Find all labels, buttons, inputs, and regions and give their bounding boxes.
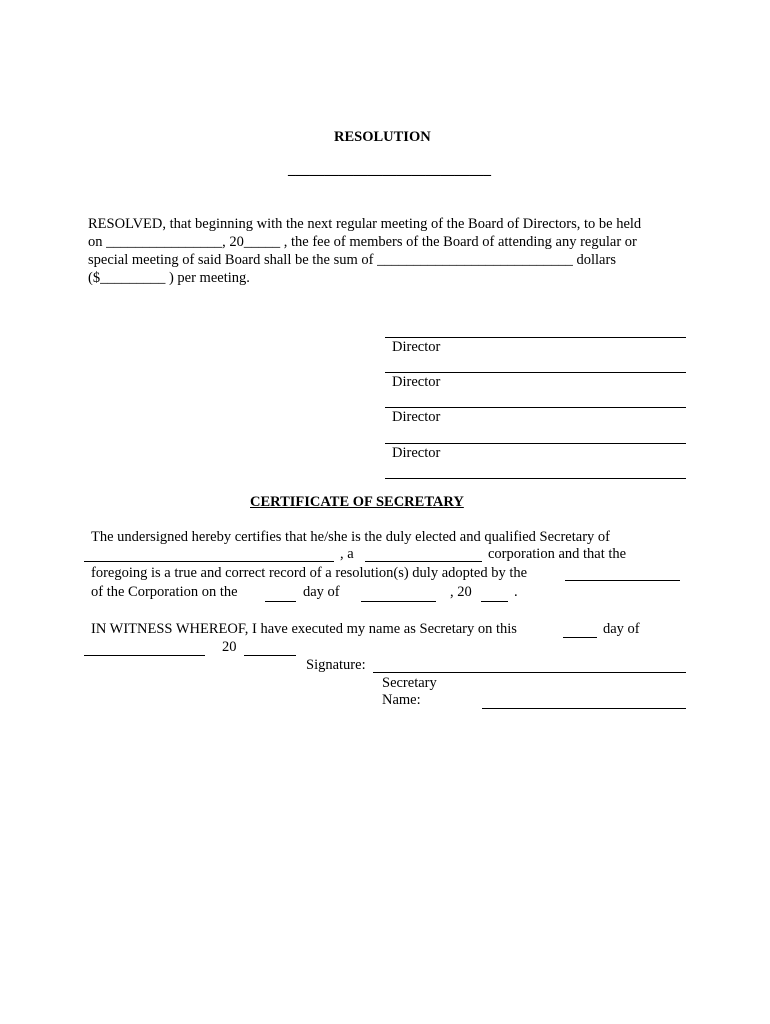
secretary-name-label-1: Secretary xyxy=(382,675,437,691)
director-label-1: Director xyxy=(392,339,441,355)
witness-line-1a: IN WITNESS WHEREOF, I have executed my name as Secretary on this xyxy=(91,621,517,637)
resolution-line-4: ($_________ ) per meeting. xyxy=(88,270,250,286)
certificate-line-2b: corporation and that the xyxy=(488,546,627,562)
certificate-line-4b: day of xyxy=(303,584,340,600)
witness-month-blank[interactable] xyxy=(84,655,205,656)
certificate-line-3: foregoing is a true and correct record of a resolution(s) duly adopted by the xyxy=(91,565,528,581)
director-label-4: Director xyxy=(392,445,441,461)
signature-blank[interactable] xyxy=(373,672,686,673)
adopting-body-blank[interactable] xyxy=(565,580,680,581)
resolution-line-1: RESOLVED, that beginning with the next regular meeting of the Board of Directors, to be held xyxy=(88,216,642,232)
title-rule: ____________________________ xyxy=(288,162,491,178)
adoption-month-blank[interactable] xyxy=(361,601,436,602)
certificate-line-2a: , a xyxy=(340,546,354,562)
witness-line-2a: 20 xyxy=(222,639,237,655)
director-signature-line-1[interactable] xyxy=(385,337,686,338)
resolution-line-2: on ________________, 20_____ , the fee of members of the Board of attending any regular or xyxy=(88,234,637,250)
document-title: RESOLUTION xyxy=(334,129,431,145)
adoption-day-blank[interactable] xyxy=(265,601,296,602)
secretary-printed-name-blank[interactable] xyxy=(482,708,686,709)
director-signature-line-4[interactable] xyxy=(385,443,686,444)
secretary-name-label-2: Name: xyxy=(382,692,421,708)
secretary-name-blank[interactable] xyxy=(84,561,334,562)
adoption-year-blank[interactable] xyxy=(481,601,508,602)
director-label-3: Director xyxy=(392,409,441,425)
certificate-line-1: The undersigned hereby certifies that he/she is the duly elected and qualified Secretary of xyxy=(91,529,610,545)
certificate-line-4d: . xyxy=(514,584,518,600)
certificate-heading: CERTIFICATE OF SECRETARY xyxy=(250,494,464,510)
director-signature-line-3[interactable] xyxy=(385,407,686,408)
witness-line-1b: day of xyxy=(603,621,640,637)
resolution-line-3: special meeting of said Board shall be the sum of ___________________________ dollars xyxy=(88,252,616,268)
certificate-line-4a: of the Corporation on the xyxy=(91,584,238,600)
certificate-line-4c: , 20 xyxy=(450,584,472,600)
corporation-name-blank[interactable] xyxy=(365,561,482,562)
director-signature-line-5[interactable] xyxy=(385,478,686,479)
witness-day-blank[interactable] xyxy=(563,637,597,638)
director-signature-line-2[interactable] xyxy=(385,372,686,373)
signature-label: Signature: xyxy=(306,657,366,673)
director-label-2: Director xyxy=(392,374,441,390)
witness-year-blank[interactable] xyxy=(244,655,296,656)
